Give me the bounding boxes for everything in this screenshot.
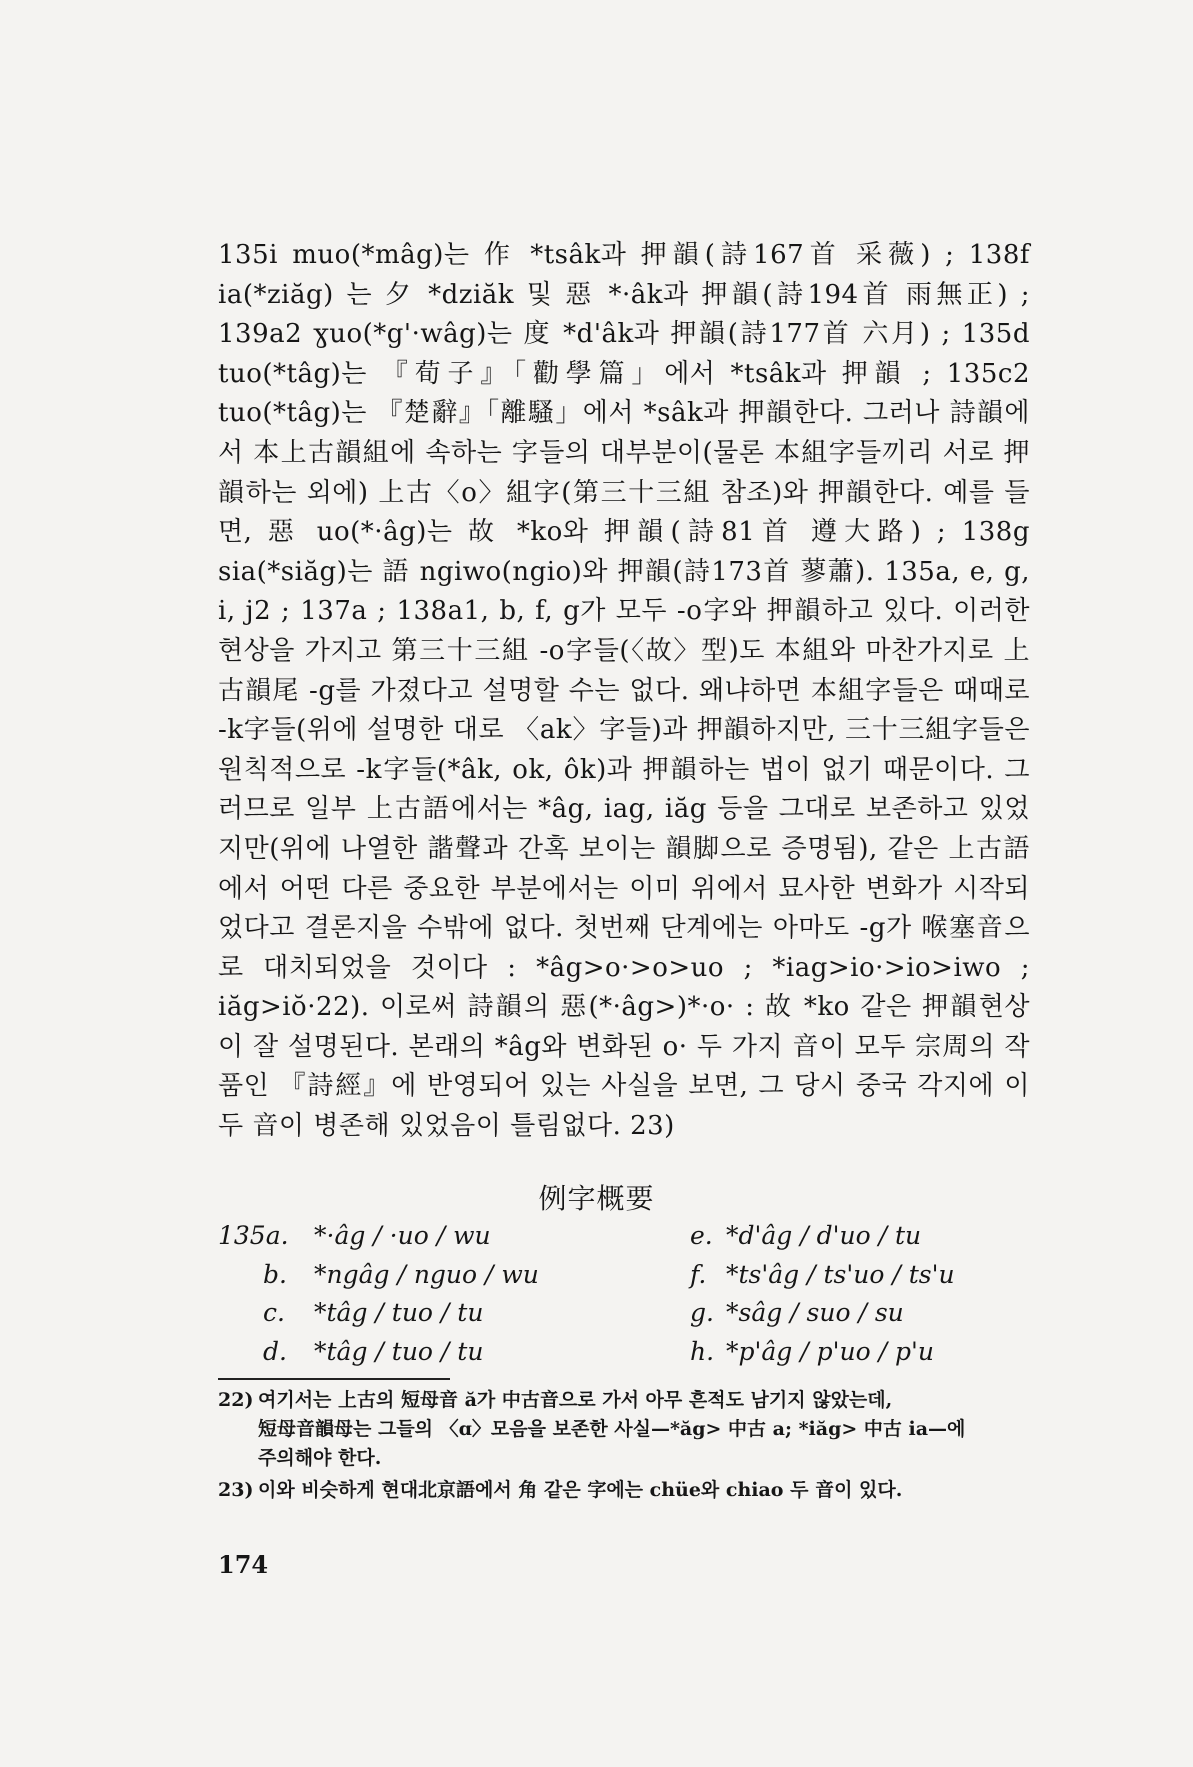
page-number: 174 <box>218 1550 269 1579</box>
footnote-text: 여기서는 上古의 短母音 ă가 中古音으로 가서 아무 흔적도 남기지 않았는데, 短母音韻母는 그들의 〈ɑ〉모음을 보존한 사실—*ăg> 中古 a; *iăg> 中古 ia—에 주의해야 한다. <box>258 1389 966 1469</box>
example-row <box>218 1294 1018 1333</box>
section-title: 例字概要 <box>538 1182 655 1215</box>
footnotes <box>218 1386 1038 1508</box>
example-label: d. <box>263 1336 287 1366</box>
example-label: e. <box>690 1221 713 1250</box>
example-reading: *ts'âg / ts'uo / ts'u <box>726 1259 955 1289</box>
example-reading: *tâg / tuo / tu <box>314 1336 484 1366</box>
footnote-number: 23) <box>218 1479 254 1501</box>
example-reading: *tâg / tuo / tu <box>314 1298 484 1327</box>
footnote-number: 22) <box>218 1389 254 1411</box>
example-label: c. <box>263 1298 285 1327</box>
example-reading: *p'âg / p'uo / p'u <box>726 1336 934 1366</box>
example-reading: *ngâg / nguo / wu <box>314 1259 539 1289</box>
example-list <box>218 1217 1018 1371</box>
footnote-divider <box>218 1378 450 1380</box>
example-reading: *sâg / suo / su <box>726 1298 904 1327</box>
example-label: b. <box>263 1259 287 1289</box>
paragraph-text: 135i muo(*mâg)는 作 *tsâk과 押韻(詩167首 采薇) ; 138f ia(*ziăg) 는 夕 *dziăk 및 惡 *·âk과 押韻(詩194首 雨無正) ; 139a2 ɣuo(*g'·wâg)는 度 *d'âk과 押韻(詩177首 六月) ; 135d tuo(*tâg)는 『荀子』「勸學篇」에서 *tsâk과 押韻 ; 135c2 tuo(*tâg)는 『楚辭』「離騷」에서 *sâk과 押韻한다. 그러나 詩韻에서 本上古韻組에 속하는 字들의 대부분이(물론 本組字들끼리 서로 押韻하는 외에) 上古〈o〉組字(第三十三組 참조)와 押韻한다. 예를 들면, 惡 uo(*·âg)는 故 *ko와 押韻(詩81首 遵大路) ; 138g sia(*siăg)는 語 ngiwo(ngio)와 押韻(詩173首 蓼蕭). 135a, e, g, i, j2 ; 137a ; 138a1, b, f, g가 모두 -o字와 押韻하고 있다. 이러한 현상을 가지고 第三十三組 -o字들(〈故〉型)도 本組와 마찬가지로 上古韻尾 -g를 가졌다고 설명할 수는 없다. 왜냐하면 本組字들은 때때로 -k字들(위에 설명한 대로 〈ak〉字들)과 押韻하지만, 三十三組字들은 원칙적으로 -k字들(*âk, ok, ôk)과 押韻하는 법이 없기 때문이다. 그러므로 일부 上古語에서는 *âg, iag, iăg 등을 그대로 보존하고 있었지만(위에 나열한 諧聲과 간혹 보이는 韻脚으로 증명됨), 같은 上古語에서 어떤 다른 중요한 부분에서는 이미 위에서 묘사한 변화가 시작되었다고 결론지을 수밖에 없다. 첫번째 단계에는 아마도 -g가 喉塞音으로 대치되었을 것이다 : *âg>o·>o>uo ; *iag>io·>io>iwo ; iăg>iŏ·22). 이로써 詩韻의 惡(*·âg>)*·o· : 故 *ko 같은 押韻현상이 잘 설명된다. 본래의 *âg와 변화된 o· 두 가지 音이 모두 宗周의 작품인 『詩經』에 반영되어 있는 사실을 보면, 그 당시 중국 각지에 이 두 音이 병존해 있었음이 틀림없다. 23) <box>218 240 1030 1142</box>
example-row <box>218 1256 1018 1295</box>
example-reading: *·âg / ·uo / wu <box>314 1221 491 1250</box>
footnote-text: 이와 비슷하게 현대北京語에서 角 같은 字에는 chüe와 chiao 두 音이 있다. <box>258 1479 903 1501</box>
example-row <box>218 1217 1018 1256</box>
footnote-22 <box>218 1386 1038 1473</box>
example-reading: *d'âg / d'uo / tu <box>726 1221 922 1250</box>
example-label: f. <box>690 1259 707 1289</box>
example-row <box>218 1333 1018 1372</box>
footnote-23 <box>218 1476 1038 1505</box>
example-label: g. <box>690 1298 714 1327</box>
main-paragraph <box>218 236 1030 1147</box>
example-label: h. <box>690 1336 715 1366</box>
example-label: 135a. <box>218 1221 289 1250</box>
